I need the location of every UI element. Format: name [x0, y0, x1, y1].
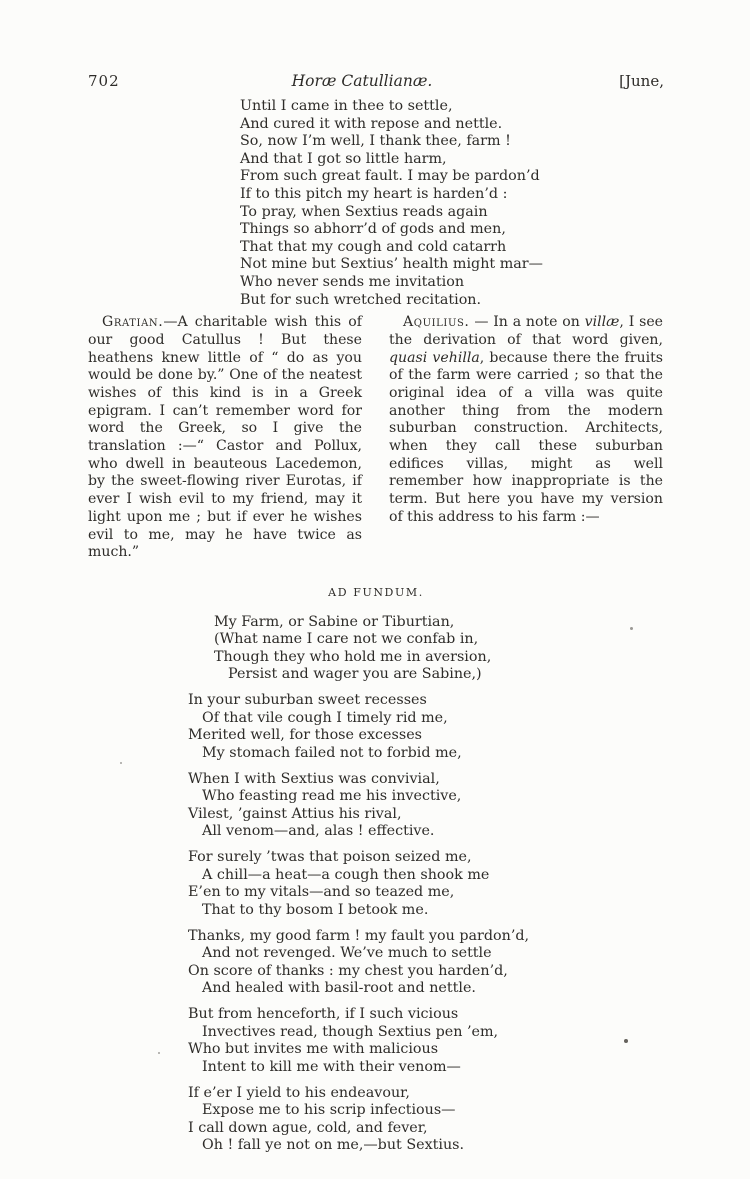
- poem-line: And cured it with repose and nettle.: [240, 115, 503, 132]
- poem-line: Things so abhorr’d of gods and men,: [240, 221, 506, 238]
- stanza: [214, 614, 664, 684]
- opening-poem: [240, 98, 664, 309]
- stanza: [188, 771, 664, 841]
- poem-line: Who feasting read me his invective,: [202, 788, 462, 805]
- poem-line: To pray, when Sextius reads again: [240, 203, 488, 220]
- gratian-paragraph: [88, 314, 362, 562]
- poem-line: I call down ague, cold, and fever,: [188, 1119, 428, 1136]
- poem-line: Oh ! fall ye not on me,—but Sextius.: [202, 1137, 465, 1154]
- paragraph-text: villæ: [584, 314, 620, 331]
- ink-speck: [120, 762, 122, 764]
- poem-line: On score of thanks : my chest you harden’d,: [188, 962, 508, 979]
- poem-line: Of that vile cough I timely rid me,: [202, 709, 448, 726]
- poem-line: So, now I’m well, I thank thee, farm !: [240, 133, 511, 150]
- poem-line: Who but invites me with malicious: [188, 1041, 439, 1058]
- poem-line: (What name I care not we confab in,: [214, 631, 479, 648]
- poem-line: Expose me to his scrip infectious—: [202, 1102, 456, 1119]
- paragraph-text: , because there the fruits of the farm were carried ; so that the original idea of a villa was quite another thing from the modern suburban construction. Architects, when they call these suburban edifices villas, might as well remember how inappropriate is the term. But here you have my version of this address to his farm :—: [389, 349, 663, 525]
- ink-speck: [158, 1052, 160, 1054]
- column-left: [88, 314, 362, 562]
- page-content: [88, 72, 664, 1163]
- stanza: [188, 1085, 664, 1155]
- poem-line: All venom—and, alas ! effective.: [202, 823, 435, 840]
- poem-line: Though they who hold me in aversion,: [214, 648, 492, 665]
- poem-line: Who never sends me invitation: [240, 273, 465, 290]
- poem-line: If e’er I yield to his endeavour,: [188, 1084, 410, 1101]
- column-right: [389, 314, 663, 562]
- two-column-text: [88, 314, 664, 562]
- poem-line: But from henceforth, if I such vicious: [188, 1006, 459, 1023]
- stanza: [188, 1006, 664, 1076]
- poem-line: And not revenged. We’ve much to settle: [202, 945, 492, 962]
- poem-line: Vilest, ’gainst Attius his rival,: [188, 805, 402, 822]
- poem-line: E’en to my vitals—and so teazed me,: [188, 884, 455, 901]
- page-number: 702: [88, 72, 120, 90]
- poem-line: And that I got so little harm,: [240, 150, 447, 167]
- ink-speck: [624, 1039, 628, 1043]
- paragraph-text: — In a note on: [469, 314, 585, 331]
- poem-line: Until I came in thee to settle,: [240, 98, 453, 114]
- poem-line: That that my cough and cold catarrh: [240, 238, 507, 255]
- paragraph-text: , I see the derivation of that word given,: [389, 314, 663, 348]
- paragraph-text: —A charitable wish this of our good Catullus ! But these heathens knew little of “ do as you would be done by.” One of the neatest wishes of this kind is in a Greek epigram. I can’t remember word for word the Greek, so I give the translation :—“ Castor and Pollux, who dwell in beauteous Lacedemon, by the sweet-flowing river Eurotas, if ever I wish evil to my friend, may it light upon me ; but if ever he wishes evil to me, may he have twice as much.”: [88, 314, 362, 561]
- poem-line: For surely ’twas that poison seized me,: [188, 849, 472, 866]
- running-title: Horæ Catullianæ.: [291, 72, 433, 90]
- stanza: [188, 928, 664, 998]
- ad-fundum-poem: [188, 614, 664, 1155]
- poem-line: Persist and wager you are Sabine,): [228, 666, 482, 683]
- poem-line: When I with Sextius was convivial,: [188, 770, 440, 787]
- poem-line: If to this pitch my heart is harden’d :: [240, 185, 508, 202]
- speaker-name: Aquilius.: [403, 314, 470, 331]
- poem-line: My Farm, or Sabine or Tiburtian,: [214, 613, 455, 630]
- stanza: [188, 849, 664, 919]
- page-header: [88, 72, 664, 92]
- poem-line: That to thy bosom I betook me.: [202, 901, 429, 918]
- paragraph-text: quasi vehilla: [389, 349, 480, 366]
- poem-line: In your suburban sweet recesses: [188, 692, 427, 709]
- ink-speck: [630, 627, 633, 630]
- poem-line: Invectives read, though Sextius pen ’em,: [202, 1023, 499, 1040]
- poem-line: But for such wretched recitation.: [240, 291, 482, 308]
- poem-line: And healed with basil-root and nettle.: [202, 980, 476, 997]
- speaker-name: Gratian.: [102, 314, 164, 331]
- poem-line: Intent to kill me with their venom—: [202, 1058, 461, 1075]
- poem-line: My stomach failed not to forbid me,: [202, 744, 462, 761]
- poem-line: Thanks, my good farm ! my fault you pardon’d,: [188, 927, 530, 944]
- poem-line: Merited well, for those excesses: [188, 727, 422, 744]
- issue-date: [June,: [619, 72, 664, 90]
- aquilius-paragraph: [389, 314, 663, 526]
- stanza: [188, 692, 664, 762]
- poem-title: AD FUNDUM.: [328, 585, 424, 599]
- poem-line: From such great fault. I may be pardon’d: [240, 168, 540, 185]
- poem-line: A chill—a heat—a cough then shook me: [202, 866, 490, 883]
- poem-line: Not mine but Sextius’ health might mar—: [240, 256, 543, 273]
